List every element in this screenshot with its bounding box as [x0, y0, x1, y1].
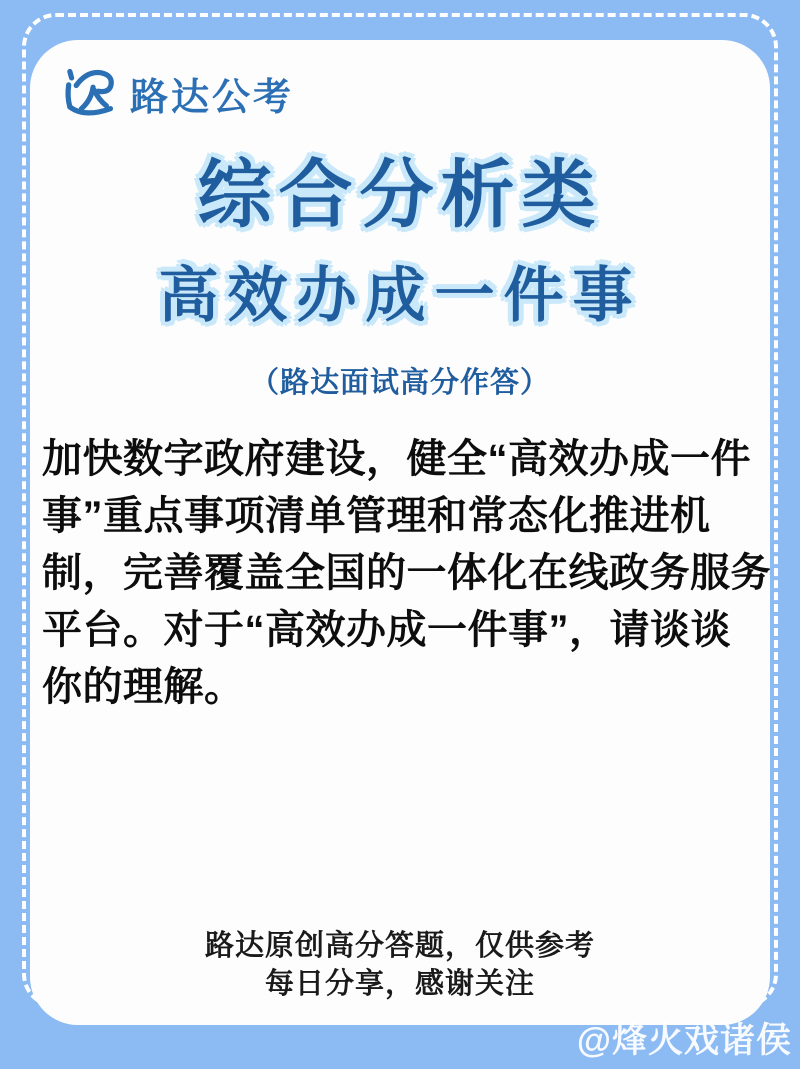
question-line: 你的理解。 — [42, 665, 245, 709]
brand-name: 路达公考 — [130, 76, 295, 119]
subtitle: （路达面试高分作答） — [249, 367, 550, 399]
question-line: 事”重点事项清单管理和常态化推进机 — [42, 494, 711, 538]
luda-logo-icon — [60, 64, 118, 122]
title-category: 综合分析类 — [197, 153, 603, 236]
footer-note-line1: 路达原创高分答题，仅供参考 — [204, 930, 595, 962]
question-line: 制，完善覆盖全国的一体化在线政务服务 — [42, 551, 771, 595]
brand-logo — [60, 64, 770, 122]
question-line: 加快数字政府建设，健全“高效办成一件 — [42, 437, 751, 481]
title-topic: 高效办成一件事 — [158, 262, 642, 329]
content-card — [30, 40, 770, 1025]
title-block — [30, 136, 770, 334]
question-text — [42, 431, 771, 716]
footer-note-line2: 每日分享，感谢关注 — [264, 968, 535, 1000]
card-footer — [30, 927, 770, 1003]
watermark: @烽火戏诸侯 — [576, 1021, 792, 1060]
question-line: 平台。对于“高效办成一件事”，请谈谈 — [42, 608, 731, 652]
